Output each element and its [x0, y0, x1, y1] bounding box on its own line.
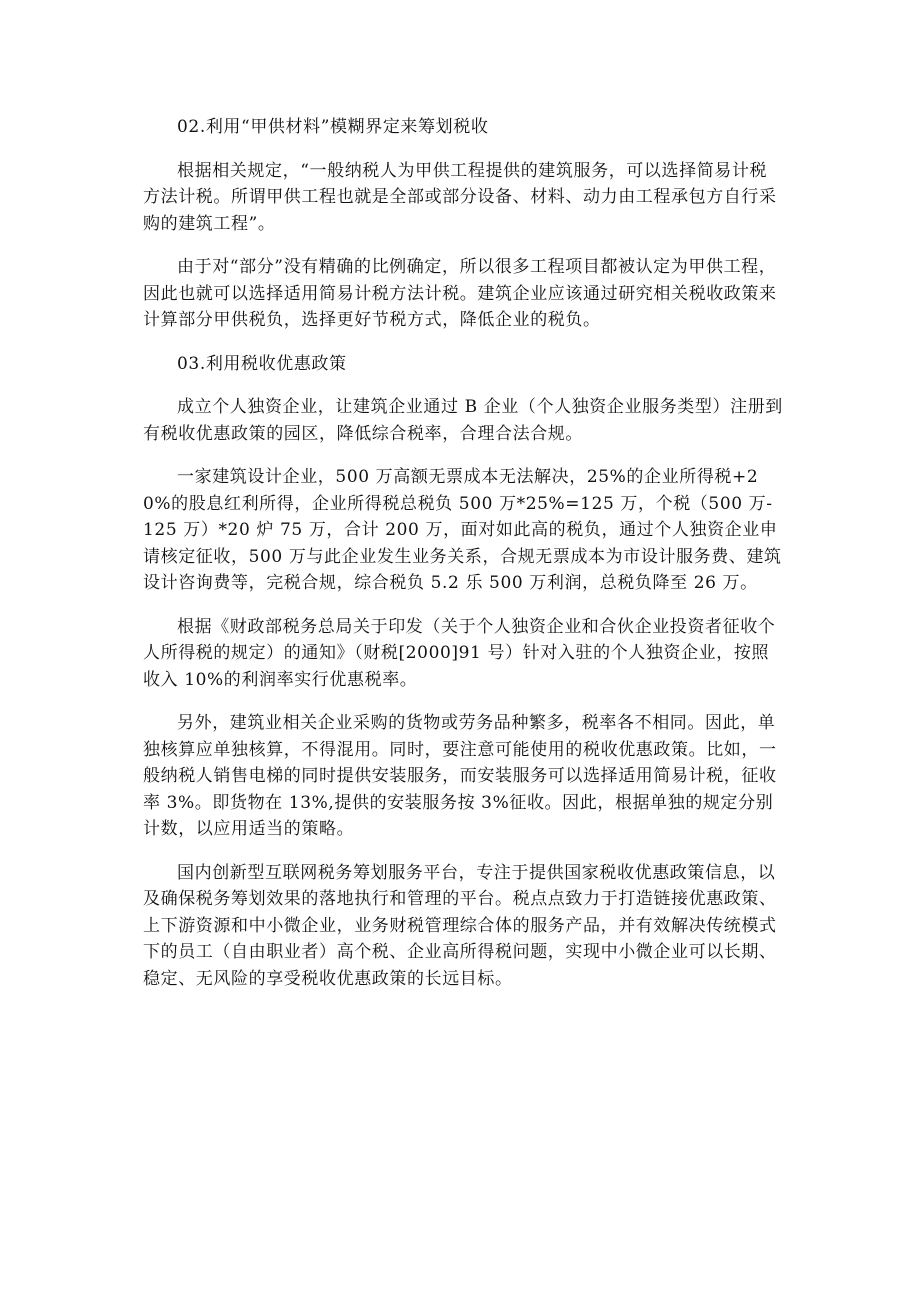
paragraph-regulation: 根据相关规定，“一般纳税人为甲供工程提供的建筑服务，可以选择简易计税方法计税。所谓甲供工程也就是全部或部分设备、材料、动力由工程承包方自行采购的建筑工程”。 [143, 160, 777, 234]
document-body [143, 114, 783, 1009]
paragraph-separate-accounting: 另外，建筑业相关企业采购的货物或劳务品种繁多，税率各不相同。因此，单独核算应单独核算，不得混用。同时，要注意可能使用的税收优惠政策。比如，一般纳税人销售电梯的同时提供安装服务，而安装服务可以选择适用简易计税，征收率 3%。即货物在 13%,提供的安装服务按 3%征收。因此，根据单独的规定分别计数，以应用适当的策略。 [143, 713, 777, 839]
section-02-heading: 02.利用“甲供材料”模糊界定来筹划税收 [177, 117, 489, 137]
paragraph-platform: 国内创新型互联网税务筹划服务平台，专注于提供国家税收优惠政策信息，以及确保税务筹划效果的落地执行和管理的平台。税点点致力于打造链接优惠政策、上下游资源和中小微企业，业务财税管理综合体的服务产品，并有效解决传统模式下的员工（自由职业者）高个税、企业高所得税问题，实现中小微企业可以长期、稳定、无风险的享受税收优惠政策的长远目标。 [143, 862, 777, 989]
paragraph-sole-proprietorship: 成立个人独资企业，让建筑企业通过 B 企业（个人独资企业服务类型）注册到有税收优惠政策的园区，降低综合税率，合理合法合规。 [143, 397, 783, 444]
paragraph-design-firm-example: 一家建筑设计企业，500 万高额无票成本无法解决，25%的企业所得税+20%的股息红利所得，企业所得税总税负 500 万*25%=125 万，个税（500 万-125 万）*20 炉 75 万，合计 200 万，面对如此高的税负，通过个人独资企业申请核定征收，500 万与此企业发生业务关系，合规无票成本为市设计服务费、建筑设计咨询费等，完税合规，综合税负 5.2 乐 500 万利润，总税负降至 26 万。 [143, 467, 782, 593]
paragraph-tax-notice: 根据《财政部税务总局关于印发（关于个人独资企业和合伙企业投资者征收个人所得税的规定）的通知》（财税[2000]91 号）针对入驻的个人独资企业，按照收入 10%的利润率实行优惠税率。 [143, 616, 776, 690]
section-03-heading: 03.利用税收优惠政策 [177, 353, 347, 374]
paragraph-partial-ratio: 由于对“部分”没有精确的比例确定，所以很多工程项目都被认定为甲供工程，因此也就可以选择适用简易计税方法计税。建筑企业应该通过研究相关税收政策来计算部分甲供税负，选择更好节税方式，降低企业的税负。 [143, 257, 777, 330]
